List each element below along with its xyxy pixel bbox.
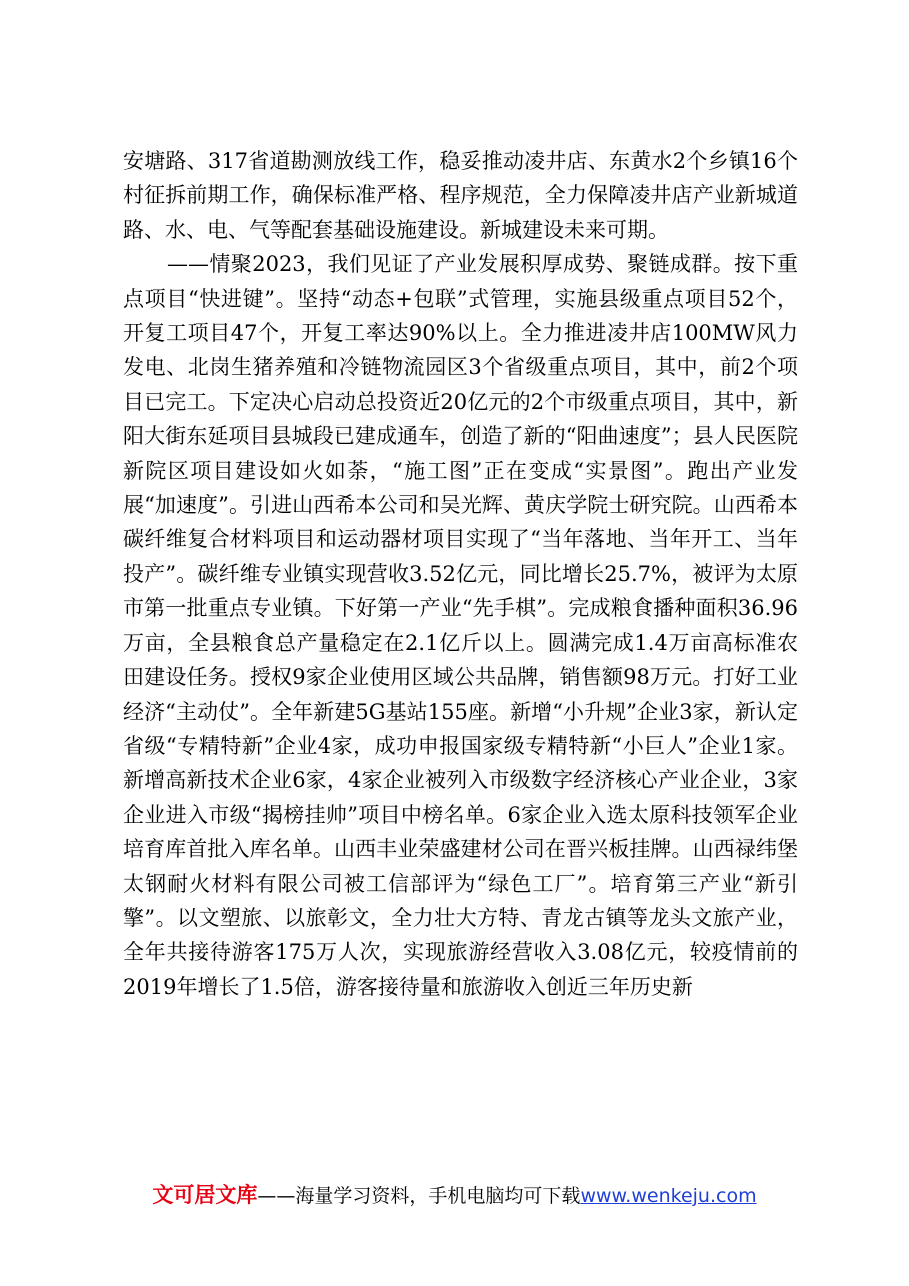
paragraph-continued: 安塘路、317省道勘测放线工作，稳妥推动凌井店、东黄水2个乡镇16个村征拆前期工作，确保标准严格、程序规范，全力保障凌井店产业新城道路、水、电、气等配套基础设施建设。新城建设未来可期。 [123,149,798,242]
footer-banner [0,1180,909,1211]
footer-slogan: ——海量学习资料，手机电脑均可下载 [257,1185,581,1207]
footer-link[interactable]: www.wenkeju.com [580,1185,757,1207]
document-body [123,144,798,1004]
paragraph-2023-review: ——情聚2023，我们见证了产业发展积厚成势、聚链成群。按下重点项目“快进键”。坚持“动态+包联”式管理，实施县级重点项目52个，开复工项目47个，开复工率达90%以上。全力推进凌井店100MW风力发电、北岗生猪养殖和冷链物流园区3个省级重点项目，其中，前2个项目已完工。下定决心启动总投资近20亿元的2个市级重点项目，其中，新阳大街东延项目县城段已建成通车，创造了新的“阳曲速度”；县人民医院新院区项目建设如火如荼，“施工图”正在变成“实景图”。跑出产业发展“加速度”。引进山西希本公司和吴光辉、黄庆学院士研究院。山西希本碳纤维复合材料项目和运动器材项目实现了“当年落地、当年开工、当年投产”。碳纤维专业镇实现营收3.52亿元，同比增长25.7%，被评为太原市第一批重点专业镇。下好第一产业“先手棋”。完成粮食播种面积36.96万亩，全县粮食总产量稳定在2.1亿斤以上。圆满完成1.4万亩高标准农田建设任务。授权9家企业使用区域公共品牌，销售额98万元。打好工业经济“主动仗”。全年新建5G基站155座。新增“小升规”企业3家，新认定省级“专精特新”企业4家，成功申报国家级专精特新“小巨人”企业1家。新增高新技术企业6家，4家企业被列入市级数字经济核心产业企业，3家企业进入市级“揭榜挂帅”项目中榜名单。6家企业入选太原科技领军企业培育库首批入库名单。山西丰业荣盛建材公司在晋兴板挂牌。山西禄纬堡太钢耐火材料有限公司被工信部评为“绿色工厂”。培育第三产业“新引擎”。以文塑旅、以旅彰文，全力壮大方特、青龙古镇等龙头文旅产业，全年共接待游客175万人次，实现旅游经营收入3.08亿元，较疫情前的2019年增长了1.5倍，游客接待量和旅游收入创近三年历史新 [123,252,798,999]
footer-brand: 文可居文库 [152,1183,258,1207]
